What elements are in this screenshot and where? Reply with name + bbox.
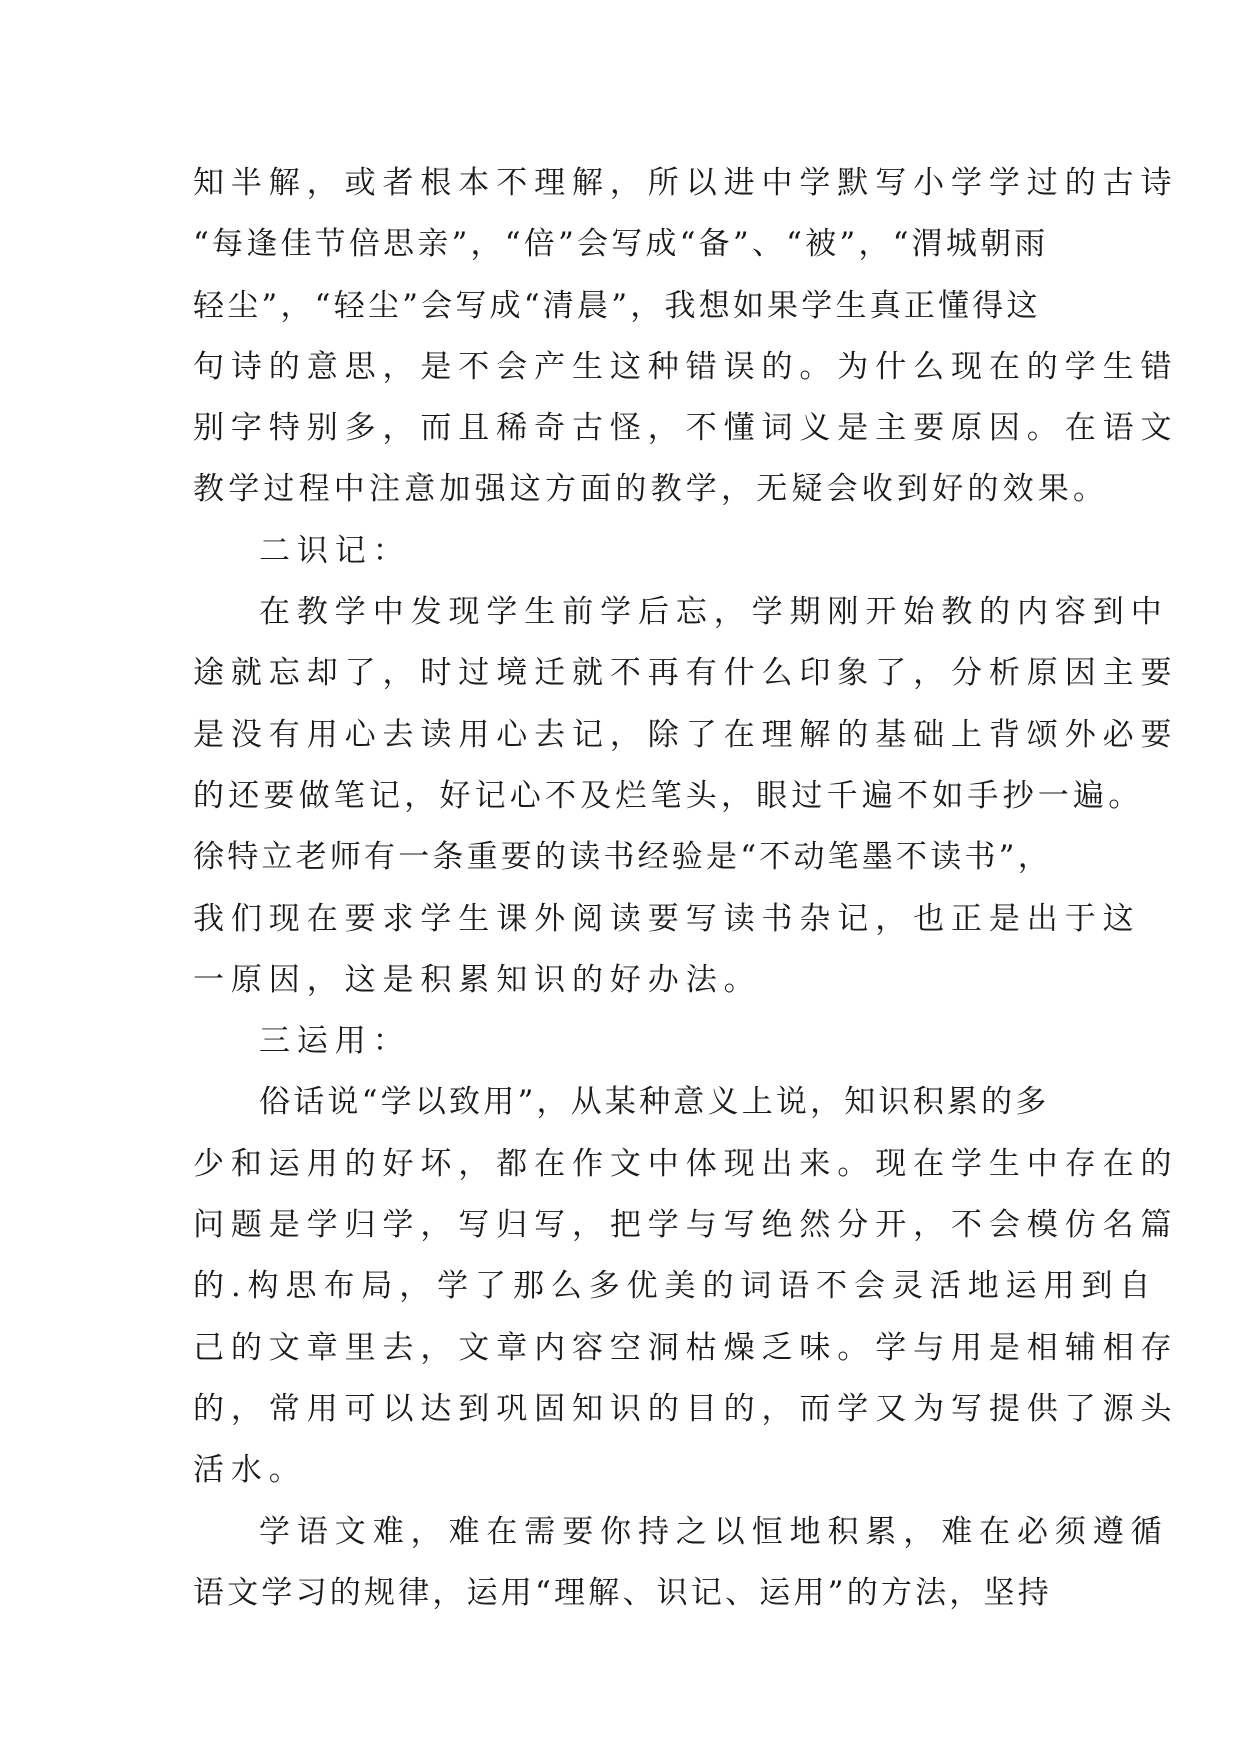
text-line: 的还要做笔记，好记心不及烂笔头，眼过千遍不如手抄一遍。 <box>193 777 1144 814</box>
text-line: 活水。 <box>193 1452 307 1489</box>
text-line: 的，常用可以达到巩固知识的目的，而学又为写提供了源头 <box>193 1390 1179 1427</box>
text-line: 俗话说“学以致用”，从某种意义上说，知识积累的多 <box>259 1084 1050 1121</box>
text-line: 途就忘却了，时过境迁就不再有什么印象了，分析原因主要 <box>193 655 1179 692</box>
text-line: 少和运用的好坏，都在作文中体现出来。现在学生中存在的 <box>193 1145 1179 1182</box>
section-heading-recall: 二识记： <box>259 532 411 569</box>
text-line: 一原因，这是积累知识的好办法。 <box>193 961 762 998</box>
text-line: 教学过程中注意加强这方面的教学，无疑会收到好的效果。 <box>193 471 1109 508</box>
text-line: 语文学习的规律，运用“理解、识记、运用”的方法，坚持 <box>193 1574 1052 1611</box>
text-line: 问题是学归学，写归写，把学与写绝然分开，不会模仿名篇 <box>193 1207 1179 1244</box>
body-text <box>193 158 1179 1629</box>
text-line: 学语文难，难在需要你持之以恒地积累，难在必须遵循 <box>259 1513 1169 1550</box>
text-line: 徐特立老师有一条重要的读书经验是“不动笔墨不读书”， <box>193 839 1052 876</box>
text-line: 在教学中发现学生前学后忘，学期刚开始教的内容到中 <box>259 594 1169 631</box>
section-heading-application: 三运用： <box>259 1023 411 1060</box>
text-line: 别字特别多，而且稀奇古怪，不懂词义是主要原因。在语文 <box>193 410 1179 447</box>
text-line: 知半解，或者根本不理解，所以进中学默写小学学过的古诗 <box>193 165 1179 201</box>
text-line: 句诗的意思，是不会产生这种错误的。为什么现在的学生错 <box>193 348 1179 385</box>
text-line: 的.构思布局，学了那么多优美的词语不会灵活地运用到自 <box>193 1268 1158 1305</box>
text-line: “每逢佳节倍思亲”，“倍”会写成“备”、“被”，“渭城朝雨 <box>193 226 1049 263</box>
text-line: 轻尘”，“轻尘”会写成“清晨”，我想如果学生真正懂得这 <box>193 287 1041 324</box>
text-line: 己的文章里去，文章内容空洞枯燥乏味。学与用是相辅相存 <box>193 1329 1179 1366</box>
text-line: 我们现在要求学生课外阅读要写读书杂记，也正是出于这 <box>193 900 1141 937</box>
text-line: 是没有用心去读用心去记，除了在理解的基础上背颂外必要 <box>193 716 1179 753</box>
